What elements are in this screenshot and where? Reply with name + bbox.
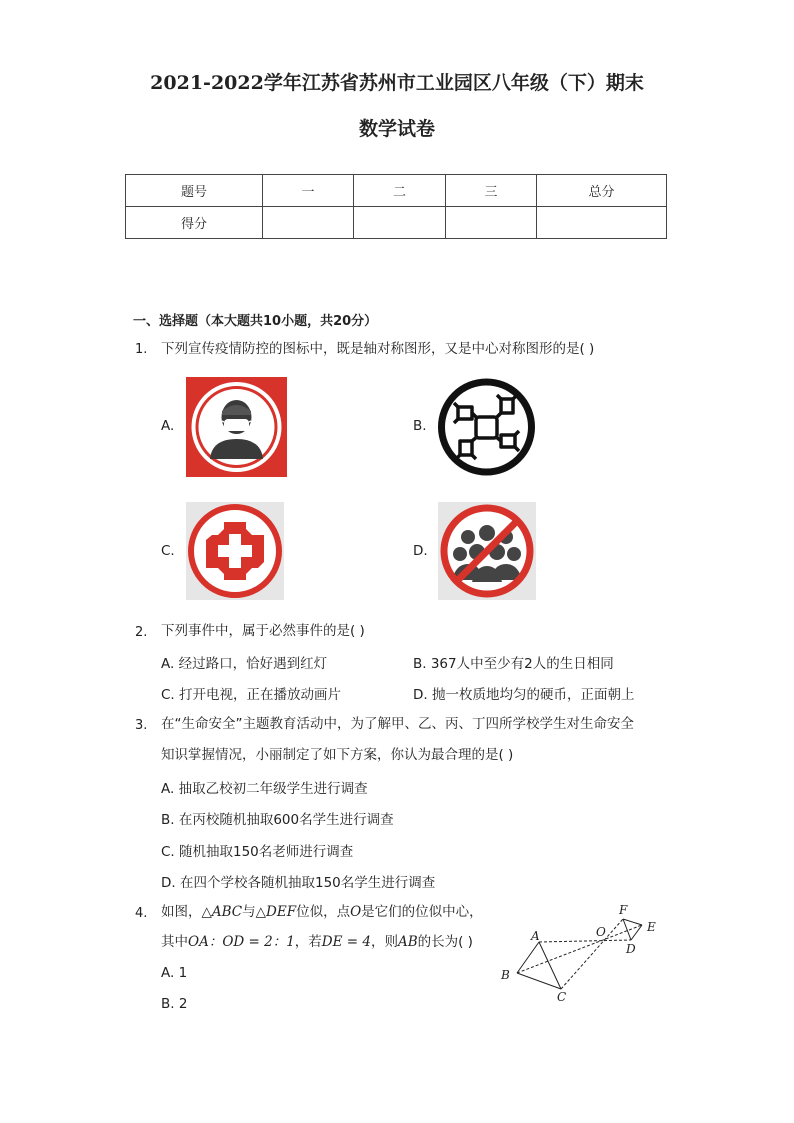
q2-option-c[interactable]: C. 打开电视，正在播放动画片 [161, 687, 342, 703]
q3-option-b[interactable]: B. 在丙校随机抽取600名学生进行调查 [161, 812, 394, 828]
ratio-expression: OA：OD = 2：1 [188, 934, 295, 950]
score-table [125, 174, 667, 239]
score-header-cell: 一 [263, 175, 354, 207]
question-number: 3. [135, 718, 148, 733]
question-1-text: 下列宣传疫情防控的图标中，既是轴对称图形，又是中心对称图形的是( ) [161, 341, 595, 357]
medical-cross-icon[interactable] [186, 502, 284, 604]
score-row-label: 得分 [126, 207, 263, 239]
figure-label-f: F [619, 903, 628, 917]
q4-text: 的长为( ) [417, 934, 473, 950]
q1-option-b-label[interactable]: B. [413, 418, 427, 434]
score-input-cell[interactable] [354, 207, 446, 239]
q3-option-c[interactable]: C. 随机抽取150名老师进行调查 [161, 844, 354, 860]
q2-option-d[interactable]: D. 抛一枚质地均匀的硬币，正面朝上 [413, 687, 635, 703]
q4-text: 其中 [161, 934, 188, 950]
figure-label-e: E [647, 920, 656, 934]
figure-label-o: O [596, 925, 606, 939]
q1-option-d-label[interactable]: D. [413, 543, 428, 559]
q4-text: ，则 [370, 934, 398, 950]
question-3-text-line1: 在“生命安全”主题教育活动中，为了解甲、乙、丙、丁四所学校学生对生命安全 [161, 716, 634, 732]
section-heading: 一、选择题（本大题共10小题，共20分） [133, 314, 378, 329]
score-input-cell[interactable] [263, 207, 354, 239]
question-number: 2. [135, 625, 148, 640]
question-2-text: 下列事件中，属于必然事件的是( ) [161, 623, 365, 639]
q3-option-a[interactable]: A. 抽取乙校初二年级学生进行调查 [161, 781, 368, 797]
score-header-cell: 题号 [126, 175, 263, 207]
figure-label-d: D [626, 942, 636, 956]
q2-option-b[interactable]: B. 367人中至少有2人的生日相同 [413, 656, 614, 672]
mask-person-icon[interactable] [186, 377, 287, 481]
question-3-text-line2: 知识掌握情况，小丽制定了如下方案，你认为最合理的是( ) [161, 747, 514, 763]
question-number: 4. [135, 906, 148, 921]
q4-text: 位似，点 [296, 904, 351, 920]
question-4-text-line1 [161, 902, 483, 922]
q4-option-b[interactable]: B. 2 [161, 996, 188, 1012]
score-table-score-row [126, 207, 667, 239]
q4-text: 与 [242, 904, 256, 920]
triangle-def: △DEF [255, 904, 297, 920]
point-o: O [350, 904, 362, 920]
question-number: 1. [135, 342, 148, 357]
q4-text: ，若 [294, 934, 322, 950]
no-gathering-icon[interactable] [438, 502, 536, 604]
figure-label-a: A [531, 929, 540, 943]
similar-triangles-figure [495, 900, 665, 1012]
q1-option-a-label[interactable]: A. [161, 418, 175, 434]
exam-title-line2: 数学试卷 [358, 118, 435, 140]
q4-text: 是它们的位似中心， [361, 904, 483, 920]
score-header-cell: 三 [446, 175, 537, 207]
score-header-cell: 总分 [537, 175, 667, 207]
score-input-cell[interactable] [537, 207, 667, 239]
exam-title-line1: 2021-2022学年江苏省苏州市工业园区八年级（下）期末 [150, 72, 644, 94]
triangle-abc: △ABC [201, 904, 243, 920]
score-input-cell[interactable] [446, 207, 537, 239]
score-table-header-row [126, 175, 667, 207]
q4-text: 如图， [161, 904, 202, 920]
q4-option-a[interactable]: A. 1 [161, 965, 188, 981]
figure-label-b: B [501, 968, 510, 982]
score-header-cell: 二 [354, 175, 446, 207]
q1-option-c-label[interactable]: C. [161, 543, 175, 559]
linked-hands-icon[interactable] [436, 377, 537, 481]
ab-expression: AB [397, 934, 418, 950]
question-4-text-line2 [161, 932, 473, 952]
figure-label-c: C [557, 990, 567, 1004]
q2-option-a[interactable]: A. 经过路口，恰好遇到红灯 [161, 656, 328, 672]
de-expression: DE = 4 [321, 934, 371, 950]
q3-option-d[interactable]: D. 在四个学校各随机抽取150名学生进行调查 [161, 875, 436, 891]
